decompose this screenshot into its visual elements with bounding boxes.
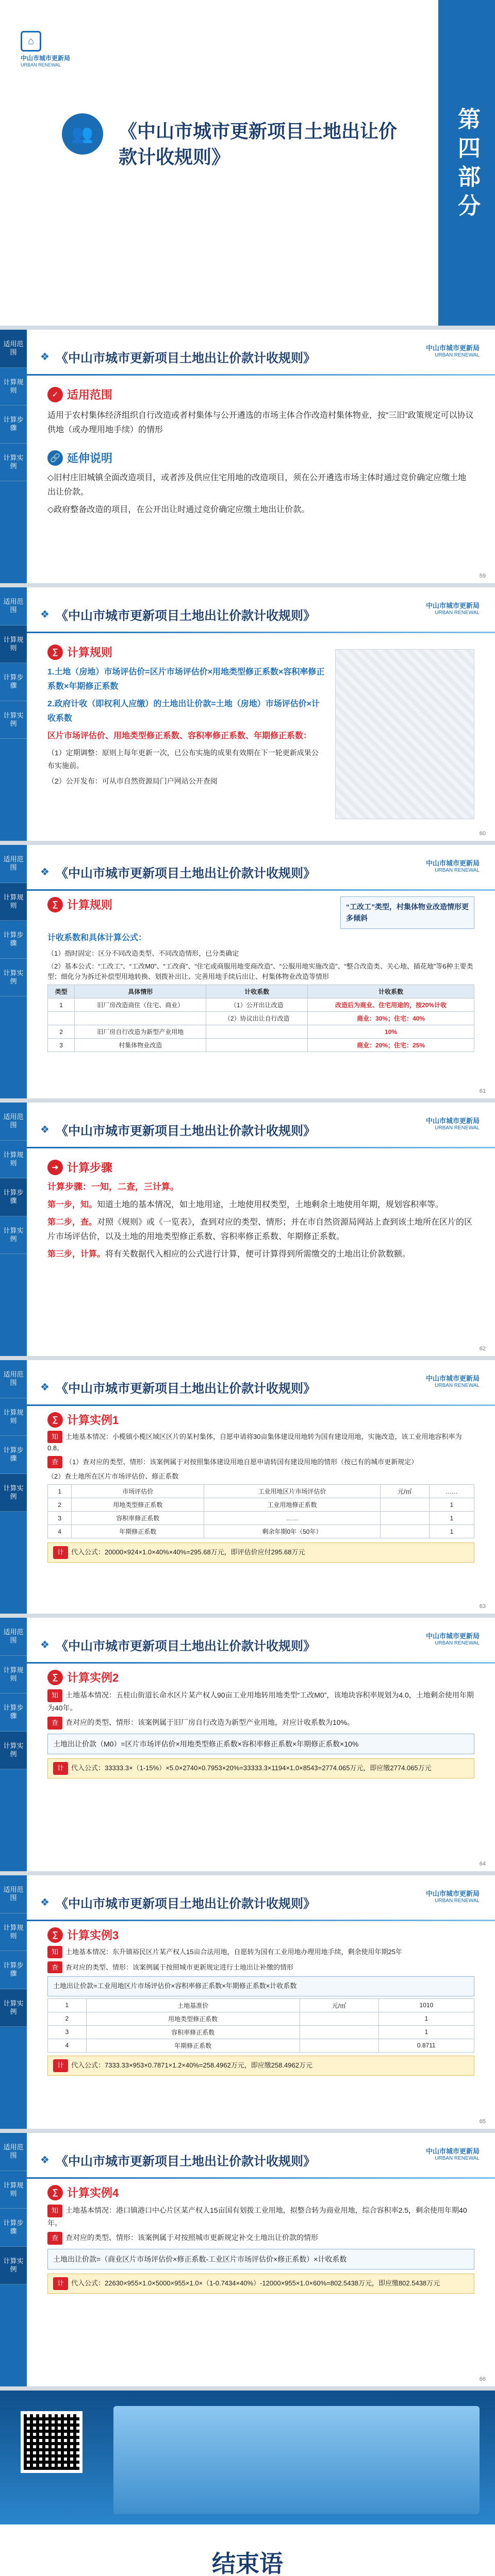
def-1: （1）定期调整：原则上每年更新一次，已公布实施的成果有效期在下一轮更新成果公布实施前。 — [47, 749, 319, 770]
calculator-icon: ∑ — [47, 2185, 63, 2200]
cover-title: 《中山市城市更新项目土地出让价款计收规则》 — [119, 121, 398, 168]
cell: 商业：20%；住宅：25% — [308, 1039, 474, 1052]
col-header: 计收系数 — [206, 985, 308, 998]
cell: 土地基准价 — [86, 1998, 300, 2012]
cover-logo — [21, 31, 70, 67]
header-logo-cn: 中山市城市更新局 — [425, 1375, 480, 1382]
slide-body — [47, 1927, 474, 2076]
sidebar-item-scope[interactable]: 适用范围 — [0, 330, 27, 368]
rule-3: 区片市场评估价、用地类型修正系数、容积率修正系数、年期修正系数： — [47, 732, 312, 740]
page-number: 66 — [479, 2376, 486, 2382]
cell: 1 — [48, 1998, 87, 2012]
sidebar-item-steps[interactable]: 计算步骤 — [0, 921, 27, 959]
cell: 用地类型修正系数 — [72, 1498, 204, 1512]
scope-para: 适用于农村集体经济组织自行改造或者村集体与公开遴选的市场主体合作改造村集体物业，按“三旧”政策规定可以协议供地（或办理用地手续）的情形 — [47, 411, 474, 434]
cell: …… — [429, 1485, 474, 1498]
heading-text: 计算实例3 — [67, 1929, 119, 1942]
cell — [380, 1498, 429, 1512]
slide-body — [47, 644, 325, 791]
heading-text: 适用范围 — [67, 388, 113, 401]
cell: 1 — [429, 1525, 474, 1538]
known-text: 土地基本情况：东升镇裕民区片某产权人15亩合法用地，自愿转为国有工业用地办理用地手续，剩余使用年期25年 — [65, 1948, 402, 1956]
sidebar-item-rules[interactable]: 计算规则 — [0, 1398, 27, 1436]
sidebar — [0, 1618, 27, 1871]
checklist-icon: ✓ — [47, 387, 63, 402]
sidebar-item-examples[interactable]: 计算实例 — [0, 444, 27, 482]
known-text: 土地基本情况：港口镇港口中心片区某产权人15亩国有划拨工业用地，拟整合转为商业用地，综合容积率2.5，剩余使用年期40年。 — [47, 2206, 467, 2227]
check-tag: 查 — [47, 1456, 62, 1468]
sidebar-item-rules[interactable]: 计算规则 — [0, 1913, 27, 1952]
title-rule — [27, 374, 495, 376]
calculator-icon: ∑ — [47, 645, 63, 660]
titlebar — [27, 599, 495, 630]
rule-2: 2.政府计收（即权利人应缴）的土地出让价款=土地（房地）市场评估价×计收系数 — [47, 700, 320, 723]
cell: 3 — [48, 1512, 72, 1525]
title-rule — [27, 632, 495, 633]
page-number: 64 — [479, 1861, 486, 1867]
titlebar — [27, 1114, 495, 1145]
known-text: 土地基本情况：小榄镇小榄区域区区片的某村集体，自愿申请将30亩集体建设用地转为国有建设用地，实施改造，该工业用地容积率为0.8。 — [47, 1433, 462, 1452]
note-1: ◇旧村庄旧城镇全面改造项目，或者涉及供应住宅用地的改造项目，须在公开遴选市场主体时通过竞价确定应缴土地出让价款。 — [47, 473, 467, 497]
sidebar — [0, 845, 27, 1098]
check-para — [47, 1456, 474, 1468]
cell — [48, 1012, 75, 1025]
cover-part-label: 第四部分 — [454, 107, 480, 223]
closing-slide — [0, 2391, 495, 2576]
section-heading — [47, 1412, 119, 1428]
def-2: （2）公开发布：可从市自然资源局门户网站公开查阅 — [47, 777, 218, 785]
slide-title: 《中山市城市更新项目土地出让价款计收规则》 — [56, 2154, 316, 2168]
table-row — [48, 2012, 474, 2025]
cell: 年期修正系数 — [86, 2039, 300, 2052]
title-rule — [27, 1920, 495, 1921]
known-para — [47, 1946, 474, 1958]
slide-body — [47, 896, 474, 1052]
sidebar-item-steps[interactable]: 计算步骤 — [0, 663, 27, 701]
note-2: ◇政府整备改造的项目，在公开出让时通过竞价确定应缴土地出让价款。 — [47, 505, 310, 514]
header-logo — [426, 1890, 480, 1904]
logo-icon: ⌂ — [21, 31, 41, 52]
section-heading — [47, 1159, 112, 1175]
header-logo — [426, 1117, 480, 1131]
qr-code — [21, 2411, 82, 2473]
heading-text: 计算实例2 — [67, 1671, 119, 1684]
section-heading — [47, 644, 112, 660]
table-row — [48, 1039, 474, 1052]
calc-text: 代入公式：20000×924×1.0×40%×40%=295.68万元，即评估价应付295.68万元 — [71, 1548, 305, 1556]
calc-box — [47, 2274, 474, 2294]
formula-box: 土地出让价款（M0）=区片市场评估价×用地类型修正系数×容积率修正系数×年期修正系数×10% — [47, 1734, 474, 1754]
known-tag: 知 — [47, 1689, 62, 1702]
known-para — [47, 1431, 474, 1453]
table-row — [48, 1998, 474, 2012]
slide-example-2 — [0, 1618, 495, 1875]
sidebar-item-scope[interactable]: 适用范围 — [0, 1360, 27, 1398]
table-row — [48, 2025, 474, 2039]
cell: 村集体物业改造 — [75, 1039, 206, 1052]
calc-tag: 计 — [53, 1762, 68, 1775]
sidebar-item-steps[interactable]: 计算步骤 — [0, 1178, 27, 1216]
cell — [206, 1025, 308, 1039]
sidebar-item-examples[interactable]: 计算实例 — [0, 1732, 27, 1770]
cell — [206, 1039, 308, 1052]
sidebar-item-examples[interactable]: 计算实例 — [0, 701, 27, 739]
sidebar — [0, 587, 27, 841]
cell: 商业：30%；住宅：40% — [308, 1012, 474, 1025]
cell: 1 — [48, 998, 75, 1012]
title-rule — [27, 1662, 495, 1664]
book-icon: ❖ — [40, 1639, 50, 1651]
cell: 元/㎡ — [380, 1485, 429, 1498]
cell: 4 — [48, 1525, 72, 1538]
known-para — [47, 1689, 474, 1714]
cell — [300, 2025, 378, 2039]
known-tag: 知 — [47, 1431, 62, 1443]
heading-text: 计算实例4 — [67, 2187, 119, 2199]
cell: 用地类型修正系数 — [86, 2012, 300, 2025]
check-para — [47, 1961, 474, 1974]
sidebar-item-rules[interactable]: 计算规则 — [0, 1141, 27, 1179]
step-2 — [47, 1215, 474, 1244]
formula-box: 土地出让价款=工业用地区片市场评估价×容积率修正系数×年期修正系数×计收系数 — [47, 1976, 474, 1996]
page-number: 63 — [479, 1603, 486, 1609]
sidebar — [0, 330, 27, 583]
sidebar-item-scope[interactable]: 适用范围 — [0, 1875, 27, 1913]
check-para-2: （2）查土地所在区片市场评估价、修正系数 — [47, 1472, 179, 1480]
slide-steps — [0, 1103, 495, 1360]
subheading-text: 延伸说明 — [67, 452, 113, 465]
table-header — [48, 985, 474, 998]
section-heading — [47, 1927, 119, 1943]
link-icon: 🔗 — [47, 450, 63, 466]
slide-title: 《中山市城市更新项目土地出让价款计收规则》 — [56, 1639, 316, 1653]
book-icon: ❖ — [40, 351, 50, 363]
header-logo — [426, 859, 480, 874]
col-header: 类型 — [48, 985, 75, 998]
example-table — [47, 1998, 474, 2053]
cover-part-band — [438, 0, 495, 330]
sidebar-item-scope[interactable]: 适用范围 — [0, 1103, 27, 1141]
logo-en: URBAN RENEWAL — [21, 62, 61, 67]
step-3 — [47, 1247, 474, 1262]
header-logo-en: URBAN RENEWAL — [435, 1125, 480, 1131]
check-text: （1）查对应的类型、情形：该案例属于对按照集体建设用地自愿申请转国有建设用地的情形（按已有的城市更新规定） — [65, 1458, 418, 1466]
section-heading — [47, 386, 112, 402]
cell — [380, 1525, 429, 1538]
check-text: 查对应的类型、情形：该案例属于对按照城市更新规定补交土地出让价款的情形 — [65, 2233, 319, 2242]
header-logo-cn: 中山市城市更新局 — [425, 344, 480, 352]
title-rule — [27, 1404, 495, 1406]
check-para — [47, 2232, 474, 2245]
sidebar-item-rules[interactable]: 计算规则 — [0, 883, 27, 921]
sidebar-item-scope[interactable]: 适用范围 — [0, 587, 27, 625]
header-logo-cn: 中山市城市更新局 — [425, 2147, 480, 2155]
sidebar-item-examples[interactable]: 计算实例 — [0, 1216, 27, 1255]
sidebar-item-steps[interactable]: 计算步骤 — [0, 1951, 27, 1989]
cell: （1）公开出让改造 — [206, 998, 308, 1012]
title-rule — [27, 2177, 495, 2179]
cover-slide — [0, 0, 495, 330]
header-logo-cn: 中山市城市更新局 — [425, 859, 480, 867]
slide-body — [47, 1412, 474, 1563]
col-header: 计收系数 — [308, 985, 474, 998]
cell — [75, 1012, 206, 1025]
slide-body — [47, 386, 474, 520]
sidebar-item-steps[interactable]: 计算步骤 — [0, 1436, 27, 1474]
title-rule — [27, 1147, 495, 1148]
cell: 3 — [48, 2025, 87, 2039]
calc-box — [47, 1758, 474, 1778]
page-number: 65 — [479, 2119, 486, 2125]
check-text: 查对应的类型、情形：该案例属于旧厂房自行改造为新型产业用地，对应计收系数为10%。 — [65, 1718, 355, 1727]
cell: 2 — [48, 1025, 75, 1039]
slide-title: 《中山市城市更新项目土地出让价款计收规则》 — [56, 1124, 316, 1138]
page-number: 59 — [479, 573, 486, 579]
step-text: 将有关数据代入相应的公式进行计算，便可计算得到所需缴交的土地出让价款数额。 — [105, 1249, 411, 1259]
col-header: 具体情形 — [75, 985, 206, 998]
calc-box — [47, 1543, 474, 1563]
slide-scope — [0, 330, 495, 587]
sidebar-item-examples[interactable]: 计算实例 — [0, 959, 27, 997]
slide-title: 《中山市城市更新项目土地出让价款计收规则》 — [56, 608, 316, 623]
table-row — [48, 998, 474, 1012]
header-logo-cn: 中山市城市更新局 — [425, 1632, 480, 1640]
title-rule — [27, 889, 495, 891]
calc-box — [47, 2056, 474, 2076]
step-label: 第一步，知。 — [47, 1200, 97, 1209]
header-logo-en: URBAN RENEWAL — [435, 1897, 480, 1904]
sidebar-item-rules[interactable]: 计算规则 — [0, 2171, 27, 2209]
sidebar — [0, 1360, 27, 1614]
step-1 — [47, 1198, 474, 1212]
cell: 工业用地修正系数 — [204, 1498, 381, 1512]
steps-formula: 计算步骤：一知，二查，三计算。 — [47, 1182, 179, 1192]
table-row — [48, 1498, 474, 1512]
city-skyline — [113, 2406, 480, 2514]
cell: 1 — [429, 1512, 474, 1525]
sidebar-item-rules[interactable]: 计算规则 — [0, 625, 27, 664]
titlebar — [27, 1629, 495, 1660]
calculator-icon: ∑ — [47, 897, 63, 912]
book-icon: ❖ — [40, 2154, 50, 2166]
titlebar — [27, 1887, 495, 1918]
example-table — [47, 1484, 474, 1538]
heading-text: 计算规则 — [67, 899, 113, 911]
titlebar — [27, 1371, 495, 1402]
header-logo-en: URBAN RENEWAL — [435, 867, 480, 873]
heading-text: 计算步骤 — [67, 1161, 113, 1174]
section-heading — [47, 1669, 119, 1685]
section-heading — [47, 896, 112, 912]
table-row — [48, 1525, 474, 1538]
sidebar-item-examples[interactable]: 计算实例 — [0, 1989, 27, 2027]
cell: 1010 — [378, 1998, 474, 2012]
header-logo-en: URBAN RENEWAL — [435, 609, 480, 616]
header-logo-en: URBAN RENEWAL — [435, 2155, 480, 2161]
header-logo — [426, 1375, 480, 1389]
calc-tag: 计 — [53, 1546, 68, 1559]
check-tag: 查 — [47, 1961, 62, 1974]
cell: 0.8711 — [378, 2039, 474, 2052]
cell: 市场评估价 — [72, 1485, 204, 1498]
section-heading — [47, 2184, 119, 2200]
header-logo-cn: 中山市城市更新局 — [425, 1117, 480, 1125]
sidebar-item-steps[interactable]: 计算步骤 — [0, 2209, 27, 2247]
step-text: 对照《规则》或《一览表》，查到对应的类型、情形；并在市自然资源局网站上查到该土地所在区片的区片市场评估价，以及土地的用地类型修正系数、容积率修正系数、年期修正系数。 — [47, 1217, 473, 1241]
sidebar — [0, 1875, 27, 2129]
sidebar — [0, 2133, 27, 2386]
heading-text: 计算实例1 — [67, 1414, 119, 1427]
slide-rules-2 — [0, 845, 495, 1103]
calc-tag: 计 — [53, 2059, 68, 2072]
slide-example-4 — [0, 2133, 495, 2391]
cell — [380, 1512, 429, 1525]
known-para — [47, 2205, 474, 2229]
formula-box: 土地出让价款=（商业区片市场评估价×修正系数-工业区片市场评估价×修正系数）×计收系数 — [47, 2249, 474, 2269]
sidebar-item-steps[interactable]: 计算步骤 — [0, 1693, 27, 1732]
titlebar — [27, 341, 495, 372]
header-logo-cn: 中山市城市更新局 — [425, 1890, 480, 1897]
step-label: 第三步，计算。 — [47, 1249, 106, 1259]
sidebar — [0, 1103, 27, 1356]
sidebar-item-examples[interactable]: 计算实例 — [0, 1474, 27, 1512]
header-logo-en: URBAN RENEWAL — [435, 352, 480, 358]
header-logo-en: URBAN RENEWAL — [435, 1640, 480, 1646]
cell: 1 — [378, 2012, 474, 2025]
para-1: （1）指时固定：区分不同改造类型、不同改造情形，已分类确定 — [47, 949, 239, 957]
book-icon: ❖ — [40, 1896, 50, 1908]
cell — [300, 2012, 378, 2025]
calc-text: 代入公式：7333.33×953×0.7871×1.2×40%=258.4962万元，即应缴258.4962万元 — [71, 2061, 312, 2069]
cell: 元/㎡ — [300, 1998, 378, 2012]
header-logo — [426, 602, 480, 616]
header-logo-en: URBAN RENEWAL — [435, 1382, 480, 1388]
table-row — [48, 1485, 474, 1498]
sidebar-item-scope[interactable]: 适用范围 — [0, 1618, 27, 1656]
closing-title: 结束语 — [212, 2550, 283, 2576]
cell: 旧厂房改造商住（住宅、商业） — [75, 998, 206, 1012]
book-icon: ❖ — [40, 1381, 50, 1393]
book-icon: ❖ — [40, 866, 50, 878]
sidebar-item-scope[interactable]: 适用范围 — [0, 2133, 27, 2171]
calc-text: 代入公式：22630×955×1.0×5000×955×1.0×（1-0.7434×40%）-12000×955×1.0×60%=802.5438万元，即应缴802.5438万元 — [71, 2279, 440, 2287]
slide-title: 《中山市城市更新项目土地出让价款计收规则》 — [56, 866, 316, 880]
known-tag: 知 — [47, 2205, 62, 2217]
slide-title: 《中山市城市更新项目土地出让价款计收规则》 — [56, 351, 316, 365]
map-image — [335, 649, 474, 819]
header-logo — [426, 344, 480, 359]
calc-text: 代入公式：33333.3×（1-15%）×5.0×2740×0.7953×20%=33333.3×1194×1.0×8543=2774.065万元，即应缴2774.065万元 — [71, 1764, 432, 1772]
header-logo — [426, 2147, 480, 2162]
slide-example-1 — [0, 1360, 495, 1618]
check-para — [47, 1717, 474, 1730]
check-tag: 查 — [47, 2232, 62, 2245]
cell: 1 — [378, 2025, 474, 2039]
cell: 工业用地区片市场评估价 — [204, 1485, 381, 1498]
callout-box: “工改工”类型，村集体物业改造情形更多倾斜 — [340, 896, 474, 929]
cell: 容积率修正系数 — [86, 2025, 300, 2039]
calc-tag: 计 — [53, 2277, 68, 2290]
book-icon: ❖ — [40, 608, 50, 620]
cell: 2 — [48, 1498, 72, 1512]
cell: 1 — [48, 1485, 72, 1498]
page-number: 62 — [479, 1346, 486, 1352]
calculator-icon: ∑ — [47, 1412, 63, 1428]
coefficient-table — [47, 985, 474, 1052]
calculator-icon: ∑ — [47, 1927, 63, 1943]
slide-example-3 — [0, 1875, 495, 2133]
header-logo-cn: 中山市城市更新局 — [425, 602, 480, 609]
page-number: 61 — [479, 1088, 486, 1094]
cell: 4 — [48, 2039, 87, 2052]
subheading: 计收系数和具体计算公式： — [47, 933, 147, 942]
check-text: 查对应的类型、情形：该案例属于按照城市更新规定进行土地出让补缴的情形 — [65, 1963, 294, 1971]
header-logo — [426, 1632, 480, 1647]
known-text: 土地基本情况：五桂山街道长命水区片某产权人90亩工业用地转用地类型“工改M0”，该地块容积率规划为4.0，土地剩余使用年期为40年。 — [47, 1691, 474, 1712]
footsteps-icon: ➜ — [47, 1160, 63, 1175]
cell: 年期修正系数 — [72, 1525, 204, 1538]
cell: 1 — [429, 1498, 474, 1512]
subheading — [47, 450, 112, 466]
cell: …… — [204, 1512, 381, 1525]
slide-rules-1 — [0, 587, 495, 845]
sidebar-item-steps[interactable]: 计算步骤 — [0, 405, 27, 444]
book-icon: ❖ — [40, 1124, 50, 1136]
cell: 改造后为商业、住宅用途的，按20%计收 — [308, 998, 474, 1012]
step-label: 第二步，查。 — [47, 1217, 97, 1227]
slide-body — [47, 1669, 474, 1778]
cell: 3 — [48, 1039, 75, 1052]
slide-body — [47, 2184, 474, 2294]
titlebar — [27, 856, 495, 887]
cell: 容积率修正系数 — [72, 1512, 204, 1525]
sidebar-item-rules[interactable]: 计算规则 — [0, 368, 27, 406]
cell: 2 — [48, 2012, 87, 2025]
table-row — [48, 2039, 474, 2052]
slide-title: 《中山市城市更新项目土地出让价款计收规则》 — [56, 1381, 316, 1396]
slide-title: 《中山市城市更新项目土地出让价款计收规则》 — [56, 1896, 316, 1911]
cover-people-icon: 👥 — [62, 113, 103, 155]
step-text: 知道土地的基本情况，如土地用途，土地使用权类型，土地剩余土地使用年期，规划容积率等。 — [97, 1200, 444, 1209]
sidebar-item-scope[interactable]: 适用范围 — [0, 845, 27, 883]
table-row — [48, 1512, 474, 1525]
sidebar-item-examples[interactable]: 计算实例 — [0, 2247, 27, 2285]
logo-cn: 中山市城市更新局 — [21, 55, 71, 62]
page-number: 60 — [479, 831, 486, 837]
cell: （2）协议出让自行改造 — [206, 1012, 308, 1025]
titlebar — [27, 2144, 495, 2175]
rule-1: 1.土地（房地）市场评估价=区片市场评估价×用地类型修正系数×容积率修正系数×年期修正系数 — [47, 668, 325, 691]
table-row — [48, 1025, 474, 1039]
cell: 剩余年期0年（50年） — [204, 1525, 381, 1538]
known-tag: 知 — [47, 1946, 62, 1958]
slide-body — [47, 1159, 474, 1265]
cell: 10% — [308, 1025, 474, 1039]
check-tag: 查 — [47, 1717, 62, 1730]
cell: 旧厂房自行改造为新型产业用地 — [75, 1025, 206, 1039]
table-row — [48, 1012, 474, 1025]
sidebar-item-rules[interactable]: 计算规则 — [0, 1656, 27, 1694]
para-2: （2）基本公式：“工改工”、“工改M0”、“工改商”、“住宅或商服用地变商改造”、“公服用地实施改造”、“整合改造类、关心地、插花地”等6种主要类型；细化分为拆迁补偿型用地转换、划拨补出让、完善用地手续后出让、村集体物业改造等情形 — [47, 962, 473, 980]
calculator-icon: ∑ — [47, 1670, 63, 1685]
cell — [300, 2039, 378, 2052]
heading-text: 计算规则 — [67, 646, 113, 659]
